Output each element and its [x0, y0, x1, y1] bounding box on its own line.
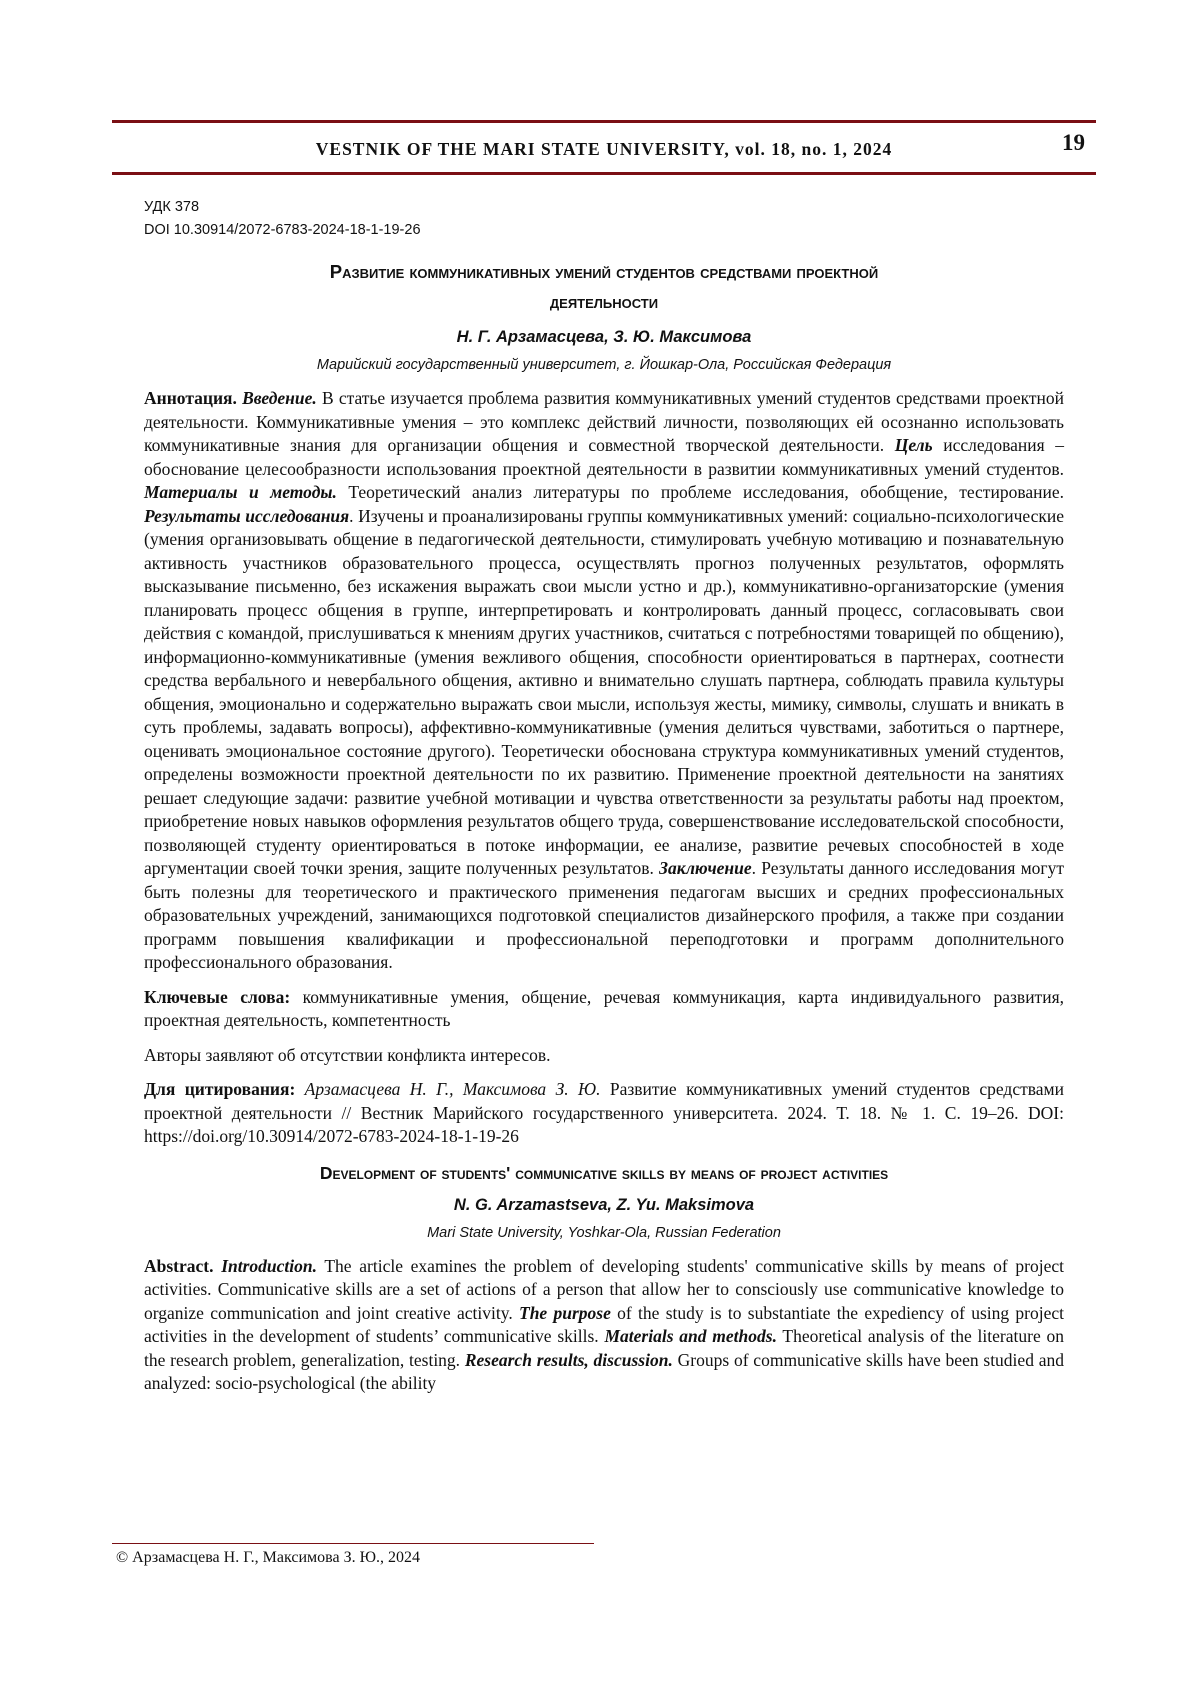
abstract-ru-conclusion-text: . Результаты данного исследования могут быть полезны для теоретического и практического применения педагогам высших и средних профессиональных образовательных учреждений, занимающихся подготовкой специалистов дизайнерского профиля, а также при создании программ повышения квалификации и профессиональной переподготовки и программ дополнительного профессионального образования.	[144, 858, 1065, 972]
abstract-ru-results-label: Результаты исследования	[144, 505, 350, 526]
affiliation-ru: Марийский государственный университет, г. Йошкар-Ола, Российская Федерация	[316, 357, 892, 373]
abstract-en	[144, 1255, 1064, 1396]
abstract-ru-aim-text: исследования – обоснование целесообразности использования проектной деятельности в развитии коммуникативных умений студентов.	[144, 435, 1064, 479]
abstract-ru	[144, 387, 1064, 975]
abstract-en-purpose-text: of the study is to substantiate the expediency of using project activities in the development of students’ communicative skills.	[144, 1302, 1065, 1346]
abstract-ru-methods-label: Материалы и методы.	[144, 482, 337, 502]
keywords-ru-label: Ключевые слова:	[144, 986, 291, 1007]
keywords-ru-text: коммуникативные умения, общение, речевая коммуникация, карта индивидуального развития, проектная деятельность, компетентность	[144, 986, 1064, 1030]
udc-code: УДК 378	[144, 199, 200, 215]
abstract-en-intro-text: The article examines the problem of developing students' communicative skills by means of project activities. Communicative skills are a set of actions of a person that allow her to consciously use communicative knowledge to organize communication and joint creative activity.	[144, 1255, 1065, 1323]
citation-authors: Арзамасцева Н. Г., Максимова З. Ю.	[295, 1079, 601, 1099]
title-ru-line-2: деятельности	[549, 291, 659, 312]
abstract-en-purpose-label: The purpose	[519, 1302, 611, 1323]
abstract-en-methods-text: Theoretical analysis of the literature on the research problem, generalization, testing.	[144, 1326, 1064, 1370]
citation-ru	[144, 1078, 1064, 1149]
copyright-footnote: © Арзамасцева Н. Г., Максимова З. Ю., 2024	[116, 1549, 421, 1566]
header-bottom-rule	[112, 172, 1096, 175]
title-ru-line-1: Развитие коммуникативных умений студентов средствами проектной	[329, 261, 879, 282]
abstract-ru-intro-label: Введение.	[242, 388, 317, 408]
article-body	[144, 196, 1064, 1396]
abstract-en-results-text: Groups of communicative skills have been studied and analyzed: socio-psychological (the ability	[144, 1349, 1064, 1393]
article-title-ru	[144, 257, 1064, 317]
authors-ru: Н. Г. Арзамасцева, З. Ю. Максимова	[456, 328, 752, 346]
doi-line: DOI 10.30914/2072-6783-2024-18-1-19-26	[144, 222, 421, 238]
authors-en: N. G. Arzamastseva, Z. Yu. Maksimova	[453, 1195, 755, 1214]
footnote-rule	[112, 1543, 594, 1544]
abstract-en-methods-label: Materials and methods.	[604, 1326, 777, 1346]
abstract-ru-label: Аннотация.	[144, 388, 237, 408]
page-number: 19	[1062, 130, 1085, 155]
conflict-statement: Авторы заявляют об отсутствии конфликта интересов.	[144, 1044, 551, 1065]
citation-label: Для цитирования:	[144, 1079, 296, 1099]
abstract-en-results-label: Research results, discussion.	[464, 1349, 673, 1370]
abstract-en-label: Abstract.	[144, 1255, 214, 1276]
abstract-ru-intro-text: В статье изучается проблема развития коммуникативных умений студентов средствами проектной деятельности. Коммуникативные умения – это комплекс действий личности, позволяющих ей осознанно использовать коммуникативные знания для организации общения и совместной творческой деятельности.	[144, 388, 1065, 455]
citation-text: Развитие коммуникативных умений студентов средствами проектной деятельности // Вестник Марийского государственного университета. 2024. Т. 18. № 1. С. 19–26. DOI: https://doi.org/10.30914/2072-6783-2024-18-1-19-26	[144, 1079, 1064, 1146]
abstract-en-intro-label: Introduction.	[221, 1255, 317, 1276]
article-title-en: Development of students' communicative skills by means of project activities	[319, 1162, 889, 1183]
keywords-ru	[144, 986, 1064, 1033]
abstract-ru-conclusion-label: Заключение	[659, 858, 752, 878]
affiliation-en: Mari State University, Yoshkar-Ola, Russian Federation	[427, 1224, 781, 1241]
header-top-rule	[112, 120, 1096, 123]
abstract-ru-aim-label: Цель	[894, 435, 933, 455]
running-head: VESTNIK OF THE MARI STATE UNIVERSITY, vol. 18, no. 1, 2024	[315, 139, 893, 159]
abstract-ru-results-text: . Изучены и проанализированы группы коммуникативных умений: социально-психологические (умения организовывать общение в педагогической деятельности, стимулировать учебную мотивацию и познавательную активность участников образовательного процесса, осуществлять прогноз полученных результатов, оформлять высказывание письменно, без искажения выражать свои мысли устно и др.), коммуникативно-организаторские (умения планировать процесс общения в группе, интерпретировать и контролировать данный процесс, согласовывать свои действия с командой, прислушиваться к мнениям других участников, считаться с потребностями товарищей по общению), информационно-коммуникативные (умения вежливого общения, способности ориентироваться в партнерах, соотнести средства вербального и невербального общения, активно и внимательно слушать партнера, соблюдать правила культуры общения, эмоционально и содержательно выражать свои мысли, используя жесты, мимику, символы, слушать и вникать в суть проблемы, задавать вопросы), аффективно-коммуникативные (умения делиться чувствами, заботиться о партнере, оценивать эмоциональное состояние другого). Теоретически обоснована структура коммуникативных умений студентов, определены возможности проектной деятельности по их развитию. Применение проектной деятельности на занятиях решает следующие задачи: развитие учебной мотивации и чувства ответственности за результаты работы над проектом, приобретение новых навыков оформления результатов общего труда, совершенствование исследовательской способности, позволяющей студенту ориентироваться в потоке информации, ее анализе, развитие речевых способностей в ходе аргументации своей точки зрения, защите полученных результатов.	[144, 505, 1065, 878]
abstract-ru-methods-text: Теоретический анализ литературы по проблеме исследования, обобщение, тестирование.	[336, 482, 1064, 502]
